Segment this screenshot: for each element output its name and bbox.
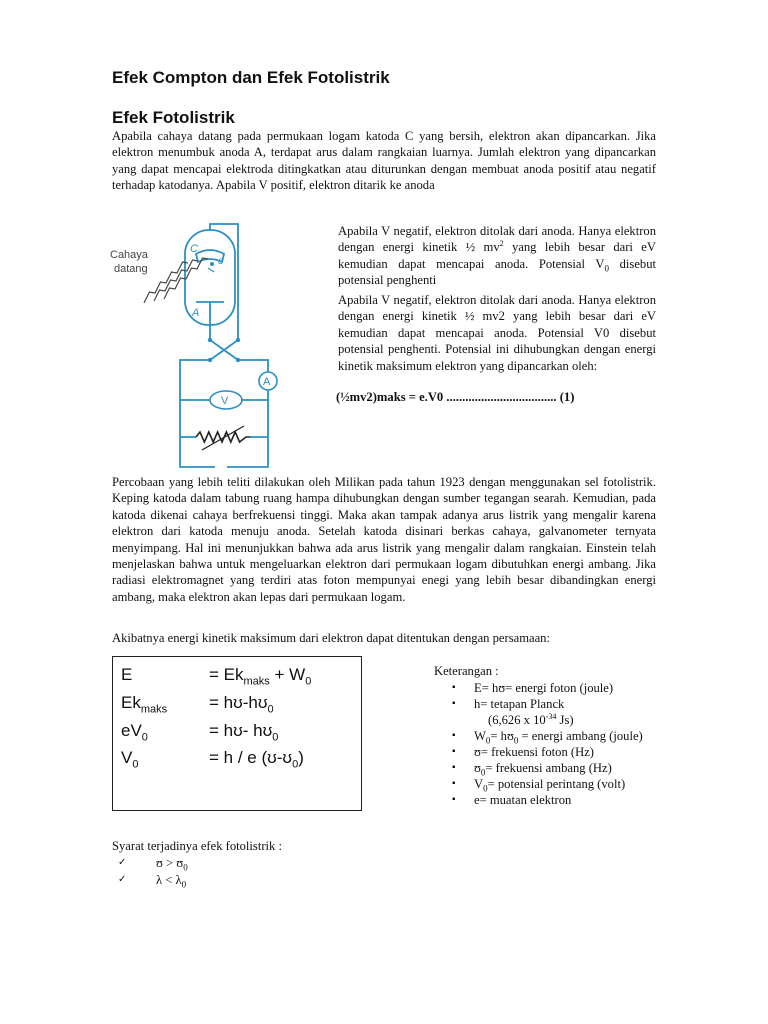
paragraph-negative-v-1: Apabila V negatif, elektron ditolak dari anoda. Hanya elektron dengan energi kinetik ½ $mv^2$ yang lebih besar dari eV kemudian dapat mencapai anoda. Potensial $V_0$ disebut potensial penghenti — [338, 224, 657, 288]
list-item: ▪ ʊ= frekuensi foton (Hz) — [452, 744, 662, 760]
check-icon: ✓ — [118, 873, 127, 885]
list-item: ✓ ʊ > ʊ$_0$ — [118, 856, 188, 873]
list-item: ▪ h= tetapan Planck — [452, 696, 662, 712]
battery-gap — [215, 462, 227, 472]
equation-box: E = $Ek_{maks} + W_0$ $Ek_{maks}$ = hʊ-hʊ$_0$ $eV_0$ = hʊ- hʊ$_0$ $V_0$ = h / e (ʊ-ʊ$_0$) — [112, 656, 362, 811]
resistor-symbol — [196, 432, 250, 442]
formula-max-kinetic-energy: (½mv2)maks = e.V0 ................................... (1) — [336, 390, 575, 404]
paragraph-negative-v-2: Apabila V negatif, elektron ditolak dari anoda. Hanya elektron dengan energi kinetik ½ mv2 yang lebih besar dari eV kemudian dapat mencapai anoda. Potensial V0 disebut potensial penghenti. Potensial ini dihubungkan dengan energi kinetik maksimum elektron yang dipancarkan oleh: — [338, 293, 656, 373]
light-ray — [154, 260, 198, 301]
light-ray — [144, 262, 188, 303]
list-item: ▪ $V_0=$ potensial perintang (volt) — [452, 776, 662, 792]
notes-title: Keterangan : — [434, 664, 499, 678]
voltmeter-label: V — [221, 395, 229, 407]
list-item: ▪ ʊ$_0$= frekuensi ambang (Hz) — [452, 760, 662, 776]
document-title: Efek Compton dan Efek Fotolistrik — [112, 68, 390, 87]
list-item: ▪ E= hʊ= energi foton (joule) — [452, 680, 662, 696]
cathode-label: C — [190, 243, 198, 255]
conditions-list — [118, 855, 188, 888]
paragraph-intro: Apabila cahaya datang pada permukaan logam katoda C yang bersih, elektron akan dipancarkan. Jika elektron menumbuk anoda A, terdapat arus dalam rangkaian luarnya. Jumlah elektron yang dipancarkan yang dapat mencapai elektroda ditingkatkan atau diturunkan dengan membuat anoda positif atau negatif terhadap katodanya. Apabila V positif, elektron ditarik ke anoda — [112, 129, 656, 193]
check-icon: ✓ — [118, 857, 127, 868]
light-ray — [164, 258, 208, 299]
paragraph-equation-intro: Akibatnya energi kinetik maksimum dari elektron dapat ditentukan dengan persamaan: — [112, 631, 550, 645]
list-item: (6,626 x $10^{-34}$ Js) — [488, 711, 574, 727]
conditions-title: Syarat terjadinya efek fotolistrik : — [112, 839, 282, 853]
section-heading: Efek Fotolistrik — [112, 108, 235, 127]
light-label: datang — [114, 263, 148, 275]
anode-label: A — [192, 307, 200, 319]
notes-list — [452, 680, 662, 808]
photoelectric-circuit-diagram — [110, 222, 332, 472]
paragraph-milikan: Percobaan yang lebih teliti dilakukan oleh Milikan pada tahun 1923 dengan menggunakan sel fotolistrik. Keping katoda dalam tabung ruang hampa dihubungkan dengan sumber tegangan searah. Kemudian, pada katoda dikenai cahaya berfrekuensi tinggi. Maka akan tampak adanya arus listrik yang mengalir karena elektron dari katoda menuju anoda. Setelah katoda disinari berkas cahaya, galvanometer ternyata menyimpang. Hal ini menunjukkan bahwa ada arus listrik yang mengalir dalam rangkaian. Einstein telah menjelaskan bahwa untuk mengeluarkan elektron dari permukaan logam dibutuhkan energi ambang. Jika radiasi elektromagnet yang terdiri atas foton mempunyai enegi yang lebih besar dibandingkan energi ambang, maka elektron akan lepas dari permukaan logam. — [112, 475, 656, 604]
list-item: ▪ e= muatan elektron — [452, 792, 662, 808]
ammeter-label: A — [263, 376, 271, 388]
list-item: ✓ $\lambda < \lambda_0$ — [118, 872, 187, 890]
list-item: ▪ $W_0=$ hʊ$_0$ = energi ambang (joule) — [452, 728, 662, 744]
light-label: Cahaya — [110, 249, 148, 261]
electron-label: e — [218, 256, 224, 267]
